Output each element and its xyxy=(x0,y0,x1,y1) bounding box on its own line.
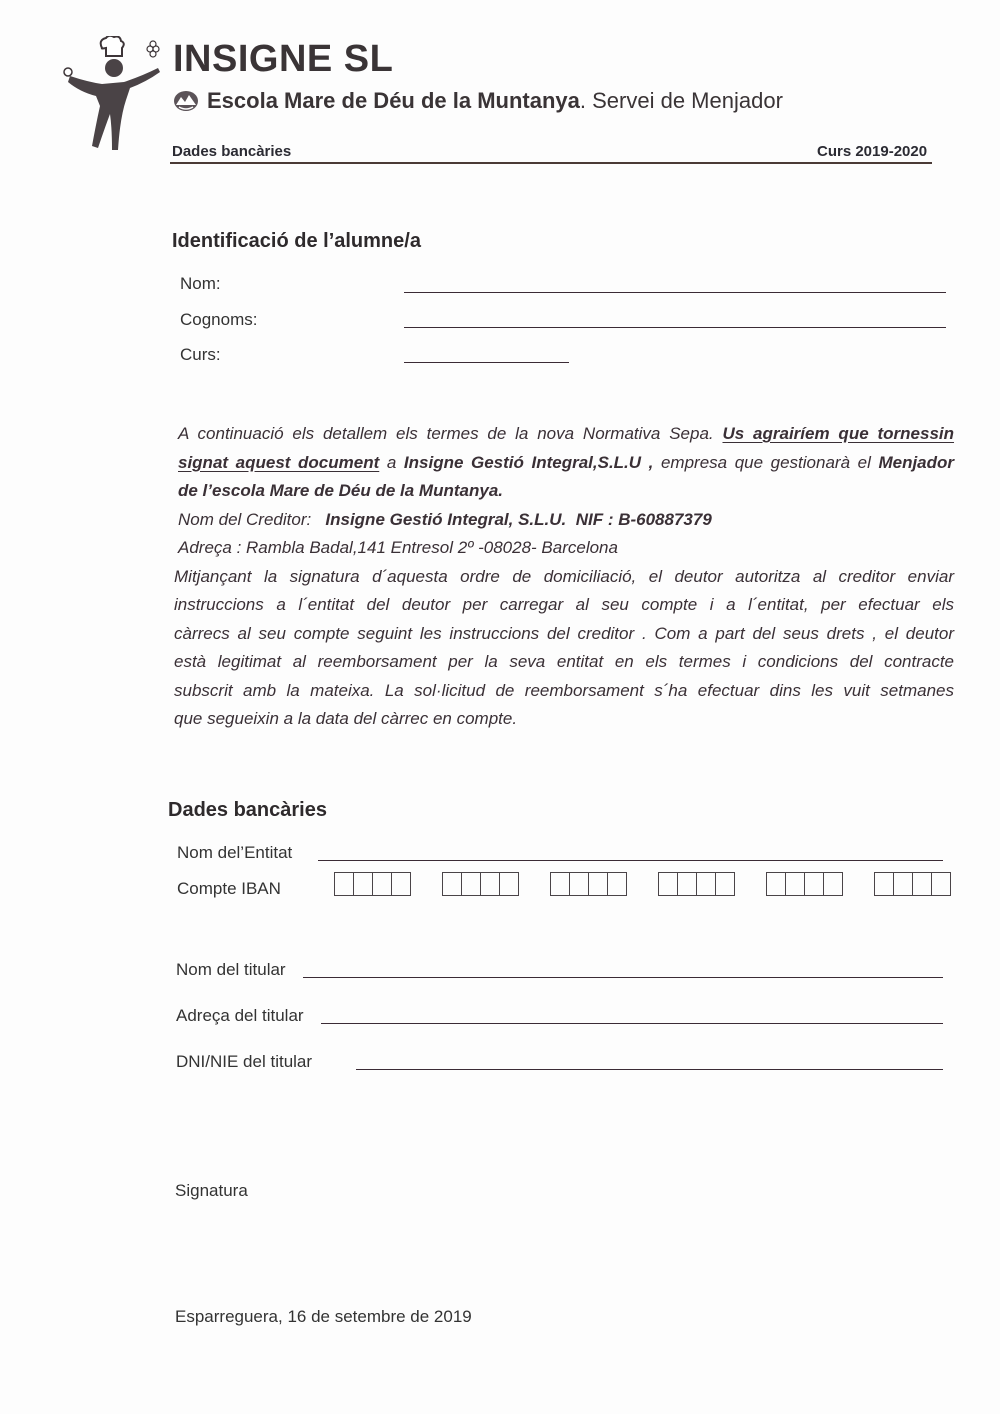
school-line xyxy=(173,88,783,114)
iban-input xyxy=(334,872,951,896)
student-course-field[interactable] xyxy=(404,362,569,363)
student-name-label: Nom: xyxy=(180,274,221,293)
header-divider xyxy=(170,162,932,164)
return-signed-request: Us agrairíem que tornessin xyxy=(722,424,955,443)
holder-address-label: Adreça del titular xyxy=(176,1006,304,1025)
creditor-line: Nom del Creditor: Insigne Gestió Integral, S.L.U. NIF : B-60887379 xyxy=(178,509,712,529)
creditor-address: Adreça : Rambla Badal,141 Entresol 2º -08028- Barcelona xyxy=(178,538,618,557)
chef-figure-logo-icon xyxy=(56,36,166,154)
iban-group-2[interactable] xyxy=(442,872,519,896)
signature-area[interactable] xyxy=(175,1205,575,1295)
holder-address-field[interactable] xyxy=(321,1023,943,1024)
bank-entity-field[interactable] xyxy=(318,860,943,861)
iban-group-3[interactable] xyxy=(550,872,627,896)
creditor-name: Insigne Gestió Integral, S.L.U. NIF : B-60887379 xyxy=(325,509,712,529)
iban-group-6[interactable] xyxy=(874,872,951,896)
service-name: . Servei de Menjador xyxy=(579,88,783,113)
signature-label: Signatura xyxy=(175,1181,248,1200)
iban-group-4[interactable] xyxy=(658,872,735,896)
school-name: Escola Mare de Déu de la Muntanya xyxy=(207,88,580,113)
iban-group-5[interactable] xyxy=(766,872,843,896)
iban-group-1[interactable] xyxy=(334,872,411,896)
bank-section-title: Dades bancàries xyxy=(168,799,327,821)
holder-name-field[interactable] xyxy=(303,977,943,978)
student-surname-field[interactable] xyxy=(404,327,946,328)
sepa-line-3: de l’escola Mare de Déu de la Muntanya. xyxy=(178,481,503,500)
sepa-line-1: A continuació els detallem els termes de la nova Normativa Sepa. Us agrairíem que tornessin xyxy=(178,424,955,443)
sepa-line-2: signat aquest document a Insigne Gestió Integral,S.L.U , empresa que gestionarà el Menjador xyxy=(178,452,955,472)
sepa-terms-paragraph: A continuació els detallem els termes de la nova Normativa Sepa. Us agrairíem que tornessin signat aquest document a Insigne Gestió Integral,S.L.U , empresa que gestionarà el Menjador de l’escola Mare de Déu de la Muntanya. Nom del Creditor: Insigne Gestió Integral, S.L.U. NIF : B-60887379 Adreça : Rambla Badal,141 Entresol 2º -08028- Barcelona Mitjançant la signatura d´aquesta ordre de domiciliació, el deutor autoritza al creditor enviar instruccions a l´entitat del deutor per carregar al seu compte i a l´entitat, per efectuar els càrrecs al seu compte seguint les instruccions del creditor . Com a part del seus drets , el deutor està legitimat al reemborsament per la seva entitat en els termes i condicions del contracte subscrit amb la mateixa. La sol·licitud de reemborsament s´ha efectuar dins les vuit setmanes que segueixin a la data del càrrec en compte. xyxy=(174,420,954,734)
mountain-emblem-icon xyxy=(173,90,199,112)
student-section-title: Identificació de l’alumne/a xyxy=(172,230,421,252)
student-surname-label: Cognoms: xyxy=(180,310,258,329)
brand-name: INSIGNE SL xyxy=(173,38,394,80)
place-date: Esparreguera, 16 de setembre de 2019 xyxy=(175,1307,472,1326)
bank-entity-label: Nom del’Entitat xyxy=(177,843,293,862)
student-course-label: Curs: xyxy=(180,345,221,364)
student-name-field[interactable] xyxy=(404,292,946,293)
holder-name-label: Nom del titular xyxy=(176,960,286,979)
holder-id-field[interactable] xyxy=(356,1069,943,1070)
doc-title: Dades bancàries xyxy=(172,143,292,160)
course-year: Curs 2019-2020 xyxy=(817,143,928,160)
iban-label: Compte IBAN xyxy=(177,879,281,898)
holder-id-label: DNI/NIE del titular xyxy=(176,1052,313,1071)
